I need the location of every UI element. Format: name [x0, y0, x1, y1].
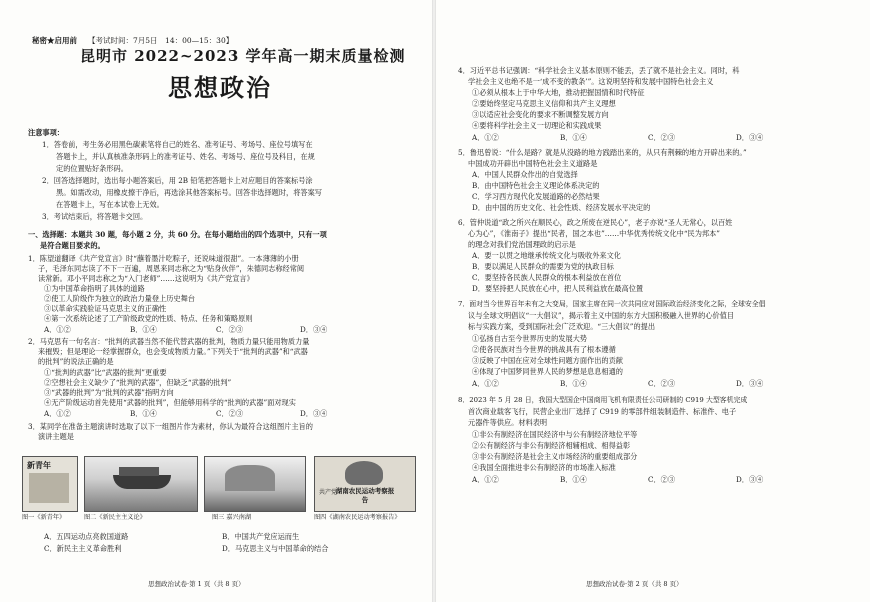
- q6-stem: 6．管仲说道“政之所兴在顺民心，政之所废在逆民心”，老子亦说“圣人无常心，以百姓: [458, 218, 733, 227]
- q7-option: B．①④: [560, 379, 587, 388]
- xinqingnian-cover-image: [22, 456, 78, 512]
- q3-stem: 演讲主题是: [38, 432, 74, 441]
- q2-option: D．③④: [300, 409, 328, 418]
- page-footer: 思想政治试卷·第 1 页（共 8 页）: [148, 580, 245, 588]
- q8-option: C．②③: [648, 475, 676, 484]
- report-cover-image: [314, 456, 416, 512]
- q2-item: ④无产阶级运动首先使用“武器的批判”，但能够用科学的“批判的武器”面对现实: [44, 398, 296, 407]
- boat-photo-image: [84, 456, 198, 512]
- report-cover-mark: 共产党: [319, 489, 338, 496]
- notice-line: 3．考试结束后，将答题卡交回。: [42, 212, 148, 221]
- q1-option: B．①④: [130, 325, 157, 334]
- q8-item: ②公有制经济与非公有制经济相辅相成、相得益彰: [472, 441, 631, 450]
- q6-stem: 的理念对我们党治国理政的启示是: [468, 240, 576, 249]
- section-heading: 一、选择题：本题共 30 题，每小题 2 分，共 60 分。在每小题给出的四个选项中，只有一项: [28, 230, 327, 239]
- section-heading: 是符合题目要求的。: [40, 241, 105, 250]
- notice-line: 1．答卷前，考生务必用黑色碳素笔将自己的姓名、准考证号、考场号、座位号填写在: [42, 140, 313, 149]
- notice-line: 黑。如需改动，用橡皮擦干净后，再选涂其他答案标号。回答非选择题时，将答案写: [56, 188, 322, 197]
- notice-line: 定的位置贴好条形码。: [56, 164, 128, 173]
- q5-stem: 中国成功开辟出中国特色社会主义道路是: [468, 159, 598, 168]
- lake-photo-image: [204, 456, 306, 512]
- q4-item: ④要将科学社会主义一切理论和实践成果: [472, 121, 602, 130]
- secret-label: 秘密★启用前: [32, 36, 77, 45]
- q8-option: B．①④: [560, 475, 587, 484]
- q7-stem: 7．面对当今世界百年未有之大变局，国家主席在同一次共同应对国际政治经济变化之际，全球安全倡: [458, 300, 766, 308]
- image-caption: 图二《新民主主义论》: [84, 514, 146, 521]
- q4-option: B．①④: [560, 133, 587, 142]
- q3-stem: 3．某同学在准备主题演讲时选取了以下一组图片作为素材，你认为最符合这组图片主旨的: [28, 422, 313, 431]
- q4-option: D．③④: [736, 133, 764, 142]
- q4-stem: 学社会主义也绝不是一‘成不变的教条’”。这说明坚持和发展中国特色社会主义: [468, 77, 714, 86]
- q7-option: C．②③: [648, 379, 676, 388]
- q3-option: C．新民主主义革命胜利: [44, 544, 122, 553]
- q8-item: ③非公有制经济是社会主义市场经济的重要组成部分: [472, 452, 638, 461]
- q1-stem: 1．陈望道翻译《共产党宣言》时“蘸着墨汁吃粽子，还说味道很甜”。一本薄薄的小册: [28, 254, 299, 263]
- exam-page-1: [0, 0, 432, 602]
- q3-image-row: [22, 456, 422, 526]
- q7-item: ②使各民族对当今世界的挑战具有了根本遵循: [472, 345, 616, 354]
- q4-stem: 4．习近平总书记强调：“科学社会主义基本原则不能丢，丢了就不是社会主义。同时，科: [458, 66, 740, 75]
- q5-option: D．由中国的历史文化、社会性质、经济发展水平决定的: [472, 203, 651, 212]
- notice-title: 注意事项：: [28, 128, 64, 137]
- q1-option: D．③④: [300, 325, 328, 334]
- q2-stem: 来摧毁；但是理论一经掌握群众，也会变成物质力量。”下列关于“批判的武器”和“武器: [38, 347, 308, 356]
- q8-option: D．③④: [736, 475, 764, 484]
- q4-option: C．②③: [648, 133, 676, 142]
- q2-stem: 2．马克思有一句名言：“批判的武器当然不能代替武器的批判，物质力量只能用物质力量: [28, 337, 310, 346]
- q1-option: C．②③: [216, 325, 244, 334]
- q8-item: ①非公有制经济在国民经济中与公有制经济地位平等: [472, 430, 638, 439]
- q4-item: ③以适应社会变化的要求不断调整发展方向: [472, 110, 609, 119]
- notice-line: 在答题卡上，写在本试卷上无效。: [56, 200, 164, 209]
- subject-title: 思想政治: [168, 74, 272, 102]
- q1-stem: 子，毛泽东同志读了不下一百遍，周恩来同志称之为“贴身伙伴”，朱德同志称经常阅: [38, 264, 305, 273]
- q7-item: ④体现了中国梦同世界人民的梦想是息息相通的: [472, 367, 623, 376]
- q3-option: B．中国共产党应运而生: [222, 532, 300, 541]
- q5-stem: 5．鲁迅曾说：“什么是路？就是从没路的地方践踏出来的，从只有荆棘的地方开辟出来的。”: [458, 148, 747, 157]
- q4-item: ①必须从根本上于中华大地，推动把握国情和时代特征: [472, 88, 645, 97]
- q7-item: ①弘扬自古至今世界历史的发展大势: [472, 334, 588, 343]
- q2-item: ②空想社会主义缺少了“批判的武器”，但缺乏“武器的批判”: [44, 378, 232, 387]
- q6-stem: 心为心”，《淮南子》提出“民者，国之本也”……中华优秀传统文化中“民为邦本”: [468, 229, 720, 238]
- q8-stem: 8．2023 年 5 月 28 日，我国大型国企中国商用飞机有限责任公司研制的 C919 大型客机完成: [458, 396, 748, 404]
- q1-item: ②使工人阶级作为独立的政治力量登上历史舞台: [44, 294, 195, 303]
- q5-option: A．中国人民群众作出的自觉选择: [472, 170, 578, 179]
- q7-item: ③反映了中国在应对全球性问题方面作出的贡献: [472, 356, 623, 365]
- q6-option: A．要一以贯之地继承传统文化与吸收外来文化: [472, 251, 621, 260]
- q3-option: D．马克思主义与中国革命的结合: [222, 544, 329, 553]
- q2-option: C．②③: [216, 409, 244, 418]
- q7-stem: 标与实践方案，受到国际社会广泛欢迎。“三大倡议”的提出: [468, 322, 656, 331]
- exam-title: 昆明市 2022~2023 学年高一期末质量检测: [80, 47, 406, 65]
- q1-item: ③以革命实践验证马克思主义的正确性: [44, 304, 167, 313]
- cover-title: 新青年: [27, 460, 51, 470]
- q6-option: B．要以满足人民群众的需要为党的执政目标: [472, 262, 614, 271]
- q4-option: A．①②: [472, 133, 499, 142]
- image-caption: 图三 嘉兴南湖: [212, 514, 252, 521]
- image-caption: 图四《湖南农民运动考察报告》: [314, 514, 401, 521]
- q6-option: C．要坚持各民族人民群众的根本利益放在首位: [472, 273, 622, 282]
- notice-line: 答题卡上，并认真核准条形码上的准考证号、姓名、考场号、座位号及科目，在规: [56, 152, 315, 161]
- q6-option: D．要坚持把人民放在心中，把人民利益放在最高位置: [472, 284, 644, 293]
- notice-line: 2．回答选择题时，选出每小题答案后，用 2B 铅笔把答题卡上对应题目的答案标号涂: [42, 176, 313, 185]
- q3-option: A．五四运动点亮救国道路: [44, 532, 129, 541]
- q5-option: B．由中国特色社会主义理论体系决定的: [472, 181, 600, 190]
- exam-time: 【考试时间：7月5日 14：00—15：30】: [88, 36, 234, 45]
- q7-option: D．③④: [736, 379, 764, 388]
- q2-item: ③“武器的批判”为“批判的武器”指明方向: [44, 388, 174, 397]
- exam-page-2: [436, 0, 870, 602]
- report-cover-title: 湖南农民运动考察报告: [335, 487, 395, 504]
- image-caption: 图一《新青年》: [22, 514, 66, 521]
- q2-option: A．①②: [44, 409, 71, 418]
- q1-stem: 读常新。邓小平同志称之为“入门老师”……这说明为《共产党宣言》: [38, 274, 254, 283]
- q2-stem: 的批判”的说法正确的是: [38, 357, 114, 366]
- q1-option: A．①②: [44, 325, 71, 334]
- q8-option: A．①②: [472, 475, 499, 484]
- q4-item: ②要始终坚定马克思主义信仰和共产主义理想: [472, 99, 616, 108]
- q7-option: A．①②: [472, 379, 499, 388]
- q8-stem: 元器件等供应。材料表明: [468, 418, 548, 427]
- q8-stem: 首次商业载客飞行，民营企业出厂选择了 C919 的零部件组装制造件、标准件、电子: [468, 407, 737, 416]
- q2-option: B．①④: [130, 409, 157, 418]
- q7-stem: 议与全球文明倡议“一大倡议”，揭示着主义中国的东方大国积极融入世界的心价值目: [468, 311, 735, 320]
- q1-item: ①为中国革命指明了具体的道路: [44, 284, 145, 293]
- q8-item: ④我国全面推进非公有制经济的市场准入标准: [472, 463, 616, 472]
- q5-option: C．学习西方现代化发展道路的必然结果: [472, 192, 600, 201]
- q1-item: ④第一次系统论述了工产阶级政党的性质、特点、任务和策略原则: [44, 314, 253, 323]
- page-footer: 思想政治试卷·第 2 页（共 8 页）: [586, 580, 683, 588]
- q2-item: ①“批判的武器”比“武器的批判”更重要: [44, 368, 167, 377]
